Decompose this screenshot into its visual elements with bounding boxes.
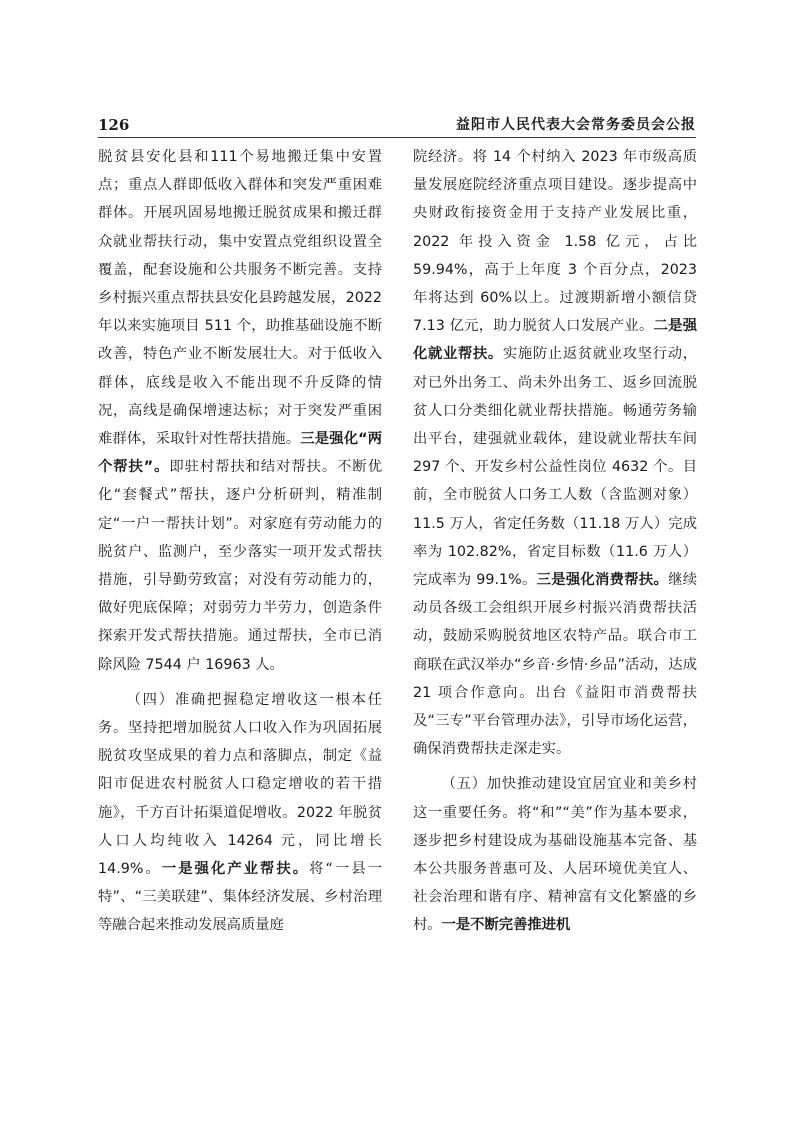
bold-lead: 三是强化消费帮扶。 <box>536 572 669 589</box>
paragraph-text: 实施防止返贫就业攻坚行动，对已外出务工、尚未外出务工、返乡回流脱贫人口分类细化就业帮扶措施。畅通劳务输出平台，建强就业载体，建设就业帮扶车间 297 个、开发乡村公益性岗位 4632 个。目前，全市脱贫人口务工人数（含监测对象）11.5 万人，省定任务数（11.18 万人）完成率为 102.82%，省定目标数（11.6 万人）完成率为 99.1%。 <box>413 346 698 589</box>
right-column <box>413 143 697 940</box>
bold-lead: 二是强化就业帮扶。 <box>413 318 697 363</box>
bold-lead: 一是强化产业帮扶。 <box>161 861 310 878</box>
paragraph-text: 将“和”“美”作为基本要求，逐步把乡村建设成为基础设施基本完备、基本公共服务普惠可及、人居环境优美宜人、社会治理和谐有序、精神富有文化繁盛的乡村。 <box>413 804 697 934</box>
section-heading: （四）准确把握稳定增收这一根本任务。 <box>98 691 382 737</box>
paragraph-text: 将“一县一特”、“三美联建”、集体经济发展、乡村治理等融合起来推动发展高质量庭 <box>98 861 383 934</box>
journal-title: 益阳市人民代表大会常务委员会公报 <box>456 117 696 133</box>
paragraph-text: 即驻村帮扶和结对帮扶。不断优化“套餐式”帮扶，逐户分析研判，精准制定“一户一帮扶计划”。对家庭有劳动能力的脱贫户、监测户，至少落实一项开发式帮扶措施，引导勤劳致富；对没有劳动能力的，做好兜底保障；对弱劳力半劳力，创造条件探索开发式帮扶措施。通过帮扶，全市已消除风险 7544 户 16963 人。 <box>98 459 382 673</box>
paragraph-text: 坚持把增加脱贫人口收入作为巩固拓展脱贫攻坚成果的着力点和落脚点，制定《益阳市促进农村脱贫人口稳定增收的若干措施》，千方百计拓渠道促增收。2022 年脱贫人口人均纯收入 14264 元，同比增长 14.9%。 <box>98 720 382 878</box>
paragraph <box>413 770 697 939</box>
header-rule <box>98 137 696 138</box>
paragraph-text: 继续动员各级工会组织开展乡村振兴消费帮扶活动，鼓励采购脱贫地区农特产品。联合市工商联在武汉举办“乡音·乡情·乡品”活动，达成 21 项合作意向。出台《益阳市消费帮扶及“三专”平台管理办法》，引导市场化运营，确保消费帮扶走深走实。 <box>413 572 697 758</box>
paragraph-text: 脱贫县安化县和111个易地搬迁集中安置点；重点人群即低收入群体和突发严重困难群体。开展巩固易地搬迁脱贫成果和搬迁群众就业帮扶行动，集中安置点党组织设置全覆盖，配套设施和公共服务不断完善。支持乡村振兴重点帮扶县安化县跨越发展，2022 年以来实施项目 511 个，助推基础设施不断改善，特色产业不断发展壮大。对于低收入群体，底线是收入不能出现不升反降的情况，高线是确保增速达标；对于突发严重困难群体，采取针对性帮扶措施。 <box>98 149 382 448</box>
paragraph <box>98 686 382 940</box>
bold-lead: 三是强化“两个帮扶”。 <box>98 431 383 476</box>
paragraph <box>98 143 382 679</box>
page-number: 126 <box>98 116 130 134</box>
section-heading: （五）加快推动建设宜居宜业和美乡村这一重要任务。 <box>413 776 697 821</box>
bold-lead: 一是不断完善推进机 <box>441 917 571 934</box>
page-header <box>98 112 696 138</box>
left-column <box>98 143 382 940</box>
paragraph <box>413 143 697 763</box>
paragraph-text: 院经济。将 14 个村纳入 2023 年市级高质量发展庭院经济重点项目建设。逐步提高中央财政衔接资金用于支持产业发展比重，2022 年投入资金 1.58 亿元，占比 59.94%，高于上年度 3 个百分点，2023 年将达到 60%以上。过渡期新增小额信贷 7.13 亿元，助力脱贫人口发展产业。 <box>413 149 697 335</box>
